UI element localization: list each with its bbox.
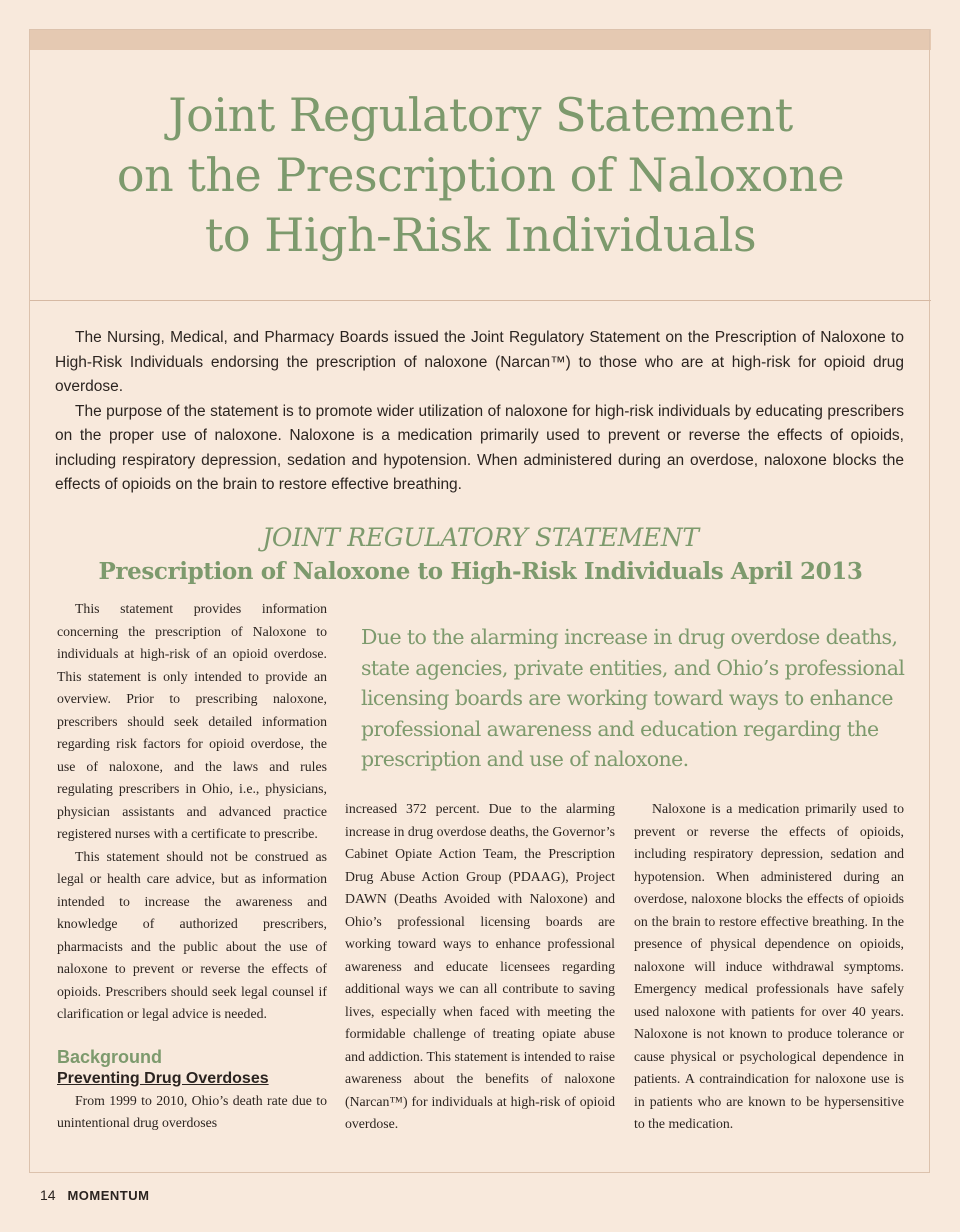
intro-paragraph-2: The purpose of the statement is to promote wider utilization of naloxone for high-risk individuals by educating prescribers on the proper use of naloxone. Naloxone is a medication primarily used to prevent or reverse the effects of opioids, including respiratory depression, sedation and hypotension. When administered during an overdose, naloxone blocks the effects of opioids on the brain to restore effective breathing.	[55, 402, 904, 493]
column-3-paragraph-1: Naloxone is a medication primarily used to prevent or reverse the effects of opioids, including respiratory depression, sedation and hypotension. When administered during an overdose, naloxone blocks the effects of opioids on the brain to restore effective breathing. In the presence of physical dependence on opioids, naloxone will induce withdrawal symptoms. Emergency medical professionals have safely used naloxone with patients for over 40 years. Naloxone is not known to produce tolerance or cause physical or psychological dependence in patients. A contraindication for naloxone use is in patients who are known to be hypersensitive to the medication.	[634, 801, 904, 1131]
publication-name: MOMENTUM	[67, 1188, 150, 1203]
statement-subtitle: Prescription of Naloxone to High-Risk Individuals April 2013	[98, 558, 863, 585]
pull-quote: Due to the alarming increase in drug overdose deaths, state agencies, private entities, and Ohio’s professional licensing boards are working toward ways to enhance professional awareness and education regarding the prescription and use of naloxone.	[361, 625, 905, 771]
intro-paragraph-1: The Nursing, Medical, and Pharmacy Boards issued the Joint Regulatory Statement on the Prescription of Naloxone to High-Risk Individuals endorsing the prescription of naloxone (Narcan™) to those who are at high-risk for opioid drug overdose.	[55, 329, 904, 395]
statement-heading	[30, 521, 931, 589]
title-box	[30, 50, 931, 301]
column-1-paragraph-1: This statement provides information concerning the prescription of Naloxone to individuals at high-risk of an opioid overdose. This statement is only intended to provide an overview. Prior to prescribing naloxone, prescribers should seek detailed information regarding risk factors for opioid overdose, the use of naloxone, and the laws and rules regulating prescribers in Ohio, i.e., physicians, physician assistants and advanced practice registered nurses with a certificate to prescribe.	[57, 601, 327, 841]
page-title	[117, 85, 844, 265]
column-3	[634, 798, 904, 1136]
page-number: 14	[40, 1187, 56, 1203]
statement-kicker: JOINT REGULATORY STATEMENT	[262, 523, 699, 552]
title-line-3: to High-Risk Individuals	[204, 208, 757, 262]
title-line-2: on the Prescription of Naloxone	[116, 148, 845, 202]
column-1-paragraph-2: This statement should not be construed as legal or health care advice, but as information intended to increase the awareness and knowledge of authorized prescribers, pharmacists and the public about the use of naloxone to prevent or reverse the effects of opioids. Prescribers should seek legal counsel if clarification or legal advice is needed.	[57, 848, 327, 1021]
title-line-1: Joint Regulatory Statement	[168, 88, 793, 142]
column-1	[57, 598, 327, 1135]
column-2	[345, 798, 615, 1136]
page-footer	[40, 1187, 149, 1203]
background-heading: Background	[57, 1046, 163, 1067]
column-2-paragraph-1: increased 372 percent. Due to the alarming increase in drug overdose deaths, the Governor’s Cabinet Opiate Action Team, the Prescription Drug Abuse Action Group (PDAAG), Project DAWN (Deaths Avoided with Naloxone) and Ohio’s professional licensing boards are working toward ways to enhance professional awareness and educate licensees regarding additional ways we can all contribute to saving lives, especially when faced with meeting the formidable challenge of treating opiate abuse and addiction. This statement is intended to raise awareness about the benefits of naloxone (Narcan™) for individuals at high-risk of opioid overdose.	[345, 801, 615, 1131]
intro-section	[55, 326, 904, 498]
column-1-paragraph-3: From 1999 to 2010, Ohio’s death rate due to unintentional drug overdoses	[57, 1092, 327, 1130]
background-subheading: Preventing Drug Overdoses	[57, 1069, 269, 1087]
